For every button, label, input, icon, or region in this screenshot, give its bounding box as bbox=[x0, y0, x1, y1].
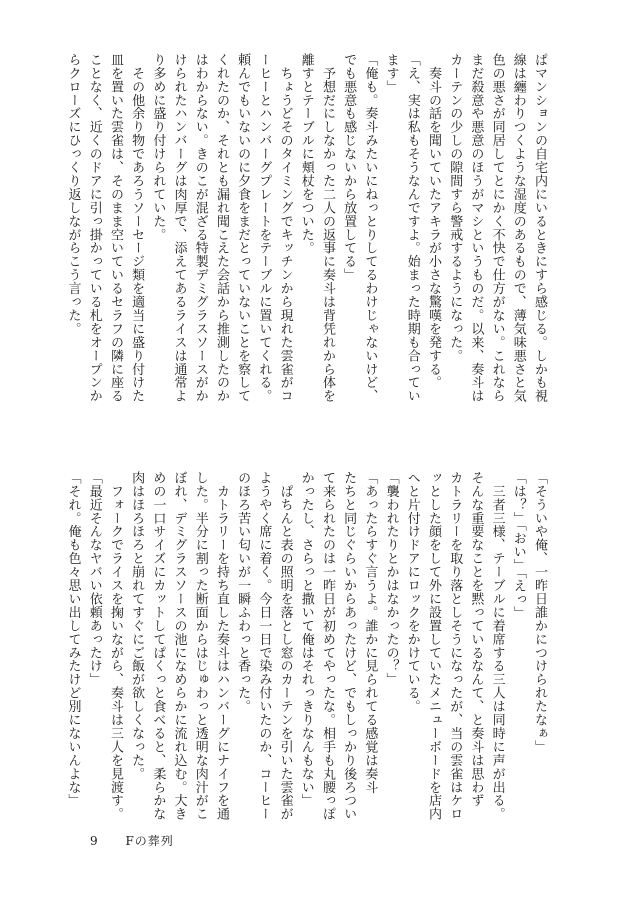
text-line: でも悪意も感じないから放置してる」 bbox=[341, 53, 357, 282]
text-line: 「襲われたりとかはなかったの？」 bbox=[383, 471, 399, 687]
text-line: ます」 bbox=[383, 53, 399, 94]
text-line: くれたのか、それとも漏れ聞こえた会話から推測したのか bbox=[213, 53, 229, 403]
lower-text-block bbox=[62, 471, 550, 821]
text-line: 「あったらすぐ言うよ。誰かに見られてる感覚は奏斗 bbox=[362, 471, 378, 794]
text-line: はわからない。きのこが混ざる特製デミグラスソースがか bbox=[192, 53, 208, 403]
text-line: けられたハンバーグは肉厚で、添えてあるライスは通常よ bbox=[171, 53, 187, 403]
text-line: 皿を置いた雲雀は、そのまま空いているセラフの隣に座る bbox=[107, 53, 123, 403]
text-line: ぱマンションの自宅内にいるときにすら感じる。しかも視 bbox=[532, 53, 547, 403]
text-line: ぱちんと表の照明を落とし窓のカーテンを引いた雲雀が bbox=[277, 471, 293, 821]
text-line: のほろ苦い匂いが一瞬ふわっと香った。 bbox=[235, 471, 251, 714]
text-line: した。半分に割った断面からはじゅわっと透明な肉汁がこ bbox=[192, 471, 208, 821]
text-line: カトラリーを取り落としそうになったが、当の雲雀はケロ bbox=[447, 471, 463, 821]
text-line: ぼれ、デミグラスソースの池になめらかに流れ込む。大き bbox=[171, 471, 187, 821]
text-line: 頼んでもいないのに夕食をまだとっていないことを察して bbox=[235, 53, 251, 403]
text-line: ことなく、近くのドアに引っ掛かっている札をオープンか bbox=[86, 53, 102, 403]
text-line: カトラリーを持ち直した奏斗はハンバーグにナイフを通 bbox=[213, 471, 229, 821]
text-line: 三者三様、テーブルに着席する三人は同時に声が出る。 bbox=[489, 471, 505, 821]
text-line: 離すとテーブルに頬杖をついた。 bbox=[298, 53, 314, 255]
text-line: 線は纏わりつくような湿度のあるもので、薄気味悪さと気 bbox=[510, 53, 526, 403]
text-line: そんな重要なことを黙っているなんて、と奏斗は思わず bbox=[468, 471, 484, 808]
text-line: 「俺も。奏斗みたいにねっとりしてるわけじゃないけど、 bbox=[362, 53, 378, 403]
text-line: 色の悪さが同居してとにかく不快で仕方がない。これなら bbox=[489, 53, 505, 403]
text-line: 「そういや俺、一昨日誰かにつけられたなぁ」 bbox=[532, 471, 547, 754]
text-line: ッとした顔をして外に設置していたメニューボードを店内 bbox=[425, 471, 441, 821]
text-line: まだ殺意や悪意のほうがマシというものだ。以来、奏斗は bbox=[468, 53, 484, 403]
text-line: 肉はほろほろと崩れてすぐにご飯が欲しくなった。 bbox=[129, 471, 145, 781]
text-line: めの一口サイズにカットしてぱくっと食べると、柔らかな bbox=[150, 471, 166, 821]
page-number: 9 bbox=[90, 834, 99, 848]
text-line: て来られたのは一昨日が初めてやったな。相手も丸腰っぽ bbox=[319, 471, 335, 821]
page-footer bbox=[90, 832, 174, 849]
text-line: 「それ。俺も色々思い出してみたけど別にないんよな」 bbox=[65, 471, 81, 808]
text-line: らクローズにひっくり返しながらこう言った。 bbox=[65, 53, 81, 336]
text-line: ちょうどそのタイミングでキッチンから現れた雲雀がコ bbox=[277, 53, 293, 403]
text-line: その他余り物であろうソーセージ類を適当に盛り付けた bbox=[129, 53, 145, 403]
text-line: へと片付けドアにロックをかけている。 bbox=[404, 471, 420, 714]
text-line: かったし、さらっと撒いて俺はそれっきりなんもない」 bbox=[298, 471, 314, 808]
text-line: たちと同じぐらいからあったけど、でもしっかり後ろつい bbox=[341, 471, 357, 821]
text-line: り多めに盛り付けられていた。 bbox=[150, 53, 166, 242]
upper-text-block bbox=[62, 53, 550, 453]
text-line: 奏斗の話を聞いていたアキラが小さな驚嘆を発する。 bbox=[425, 53, 441, 390]
text-line: 予想だにしなかった二人の返事に奏斗は背凭れから体を bbox=[319, 53, 335, 403]
text-line: 「え、実は私もそうなんですよ。始まった時期も合ってい bbox=[404, 53, 420, 403]
text-line: フォークでライスを掬いながら、奏斗は三人を見渡す。 bbox=[107, 471, 123, 821]
text-line: カーテンの少しの隙間すら警戒するようになった。 bbox=[447, 53, 463, 363]
text-line: 「は？」「おい」「えっ」 bbox=[510, 471, 526, 620]
text-line: ようやく席に着く。今日一日で染み付いたのか、コーヒー bbox=[256, 471, 272, 821]
text-line: 「最近そんなヤバい依頼あったけ」 bbox=[86, 471, 102, 687]
running-title: Fの葬列 bbox=[125, 834, 174, 848]
text-line: ーヒーとハンバーグプレートをテーブルに置いてくれる。 bbox=[256, 53, 272, 403]
